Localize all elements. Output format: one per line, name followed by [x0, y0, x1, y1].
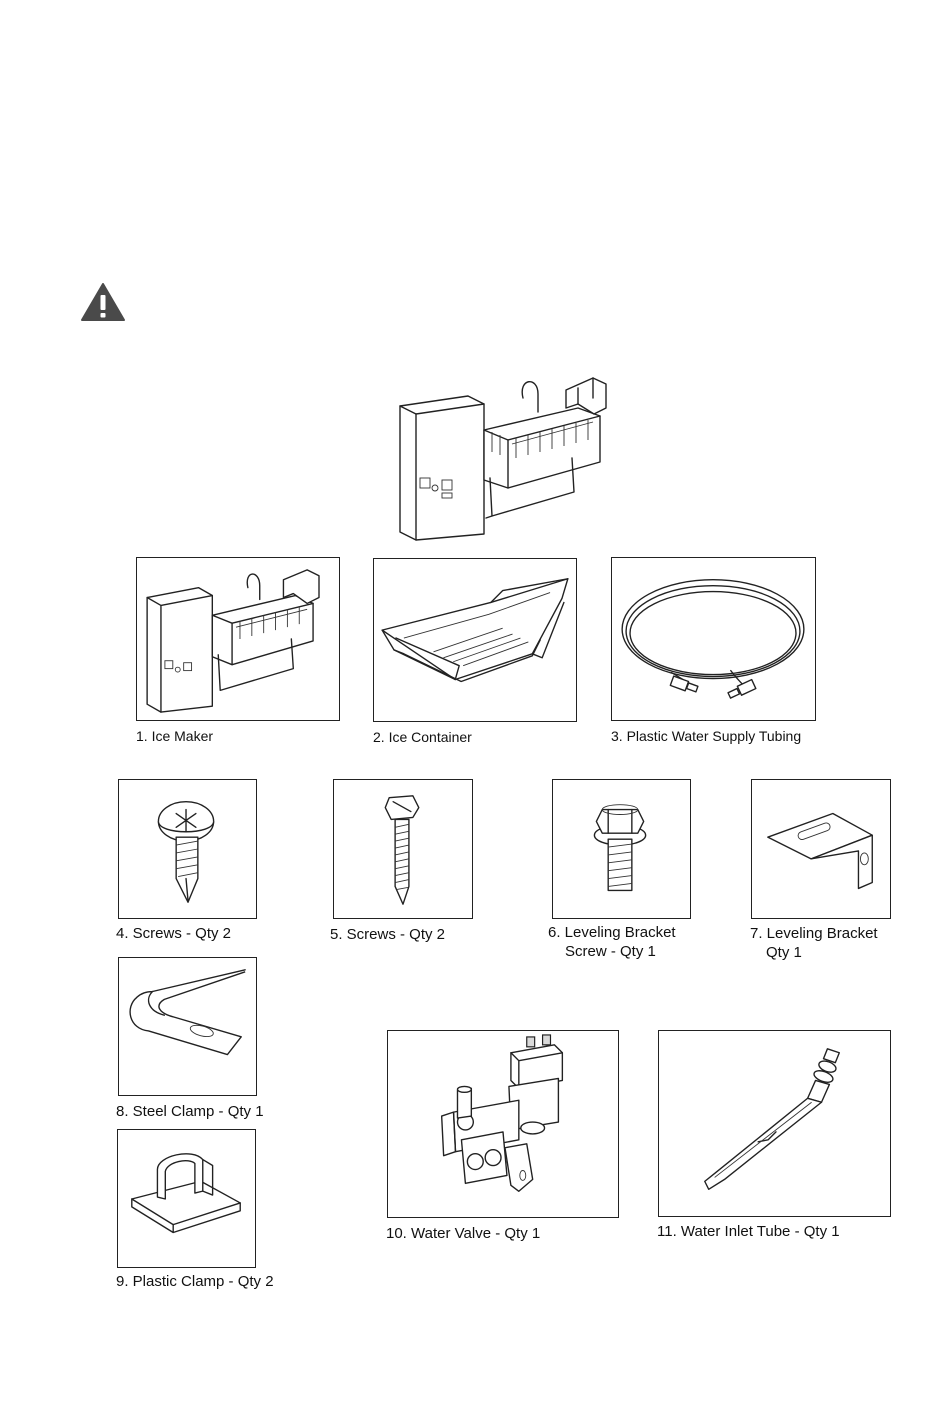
water-tubing-image [611, 557, 816, 721]
steel-clamp-image [118, 957, 257, 1096]
ice-maker-icon [137, 558, 339, 720]
plastic-clamp-icon [118, 1130, 255, 1267]
bracket-screw-icon [553, 780, 690, 918]
hero-ice-maker-illustration [388, 368, 613, 543]
pan-head-screw-image [118, 779, 257, 919]
part-caption: 9. Plastic Clamp - Qty 2 [116, 1273, 274, 1290]
part-caption-line2: Screw - Qty 1 [565, 943, 656, 960]
leveling-bracket-image [751, 779, 891, 919]
water-tubing-icon [612, 558, 815, 720]
plastic-clamp-image [117, 1129, 256, 1268]
steel-clamp-icon [119, 958, 256, 1095]
water-inlet-tube-image [658, 1030, 891, 1217]
part-caption: 10. Water Valve - Qty 1 [386, 1225, 541, 1242]
hex-screw-icon [334, 780, 472, 918]
ice-container-icon [374, 559, 576, 721]
part-caption-line2: Qty 1 [766, 944, 802, 961]
part-caption: 8. Steel Clamp - Qty 1 [116, 1103, 264, 1120]
leveling-bracket-icon [752, 780, 890, 918]
part-caption: 2. Ice Container [373, 729, 472, 745]
part-caption: 7. Leveling Bracket [750, 925, 878, 942]
water-valve-image [387, 1030, 619, 1218]
warning-triangle-icon [80, 282, 126, 322]
water-valve-icon [388, 1031, 618, 1217]
ice-container-image [373, 558, 577, 722]
part-caption: 1. Ice Maker [136, 728, 214, 744]
hex-screw-image [333, 779, 473, 919]
part-caption: 11. Water Inlet Tube - Qty 1 [657, 1223, 840, 1240]
water-inlet-tube-icon [659, 1031, 890, 1216]
ice-maker-image [136, 557, 340, 721]
part-caption: 5. Screws - Qty 2 [330, 926, 446, 943]
bracket-screw-image [552, 779, 691, 919]
part-caption: 6. Leveling Bracket [548, 924, 676, 941]
pan-head-screw-icon [119, 780, 256, 918]
part-caption: 4. Screws - Qty 2 [116, 925, 232, 942]
part-caption: 3. Plastic Water Supply Tubing [611, 728, 802, 744]
